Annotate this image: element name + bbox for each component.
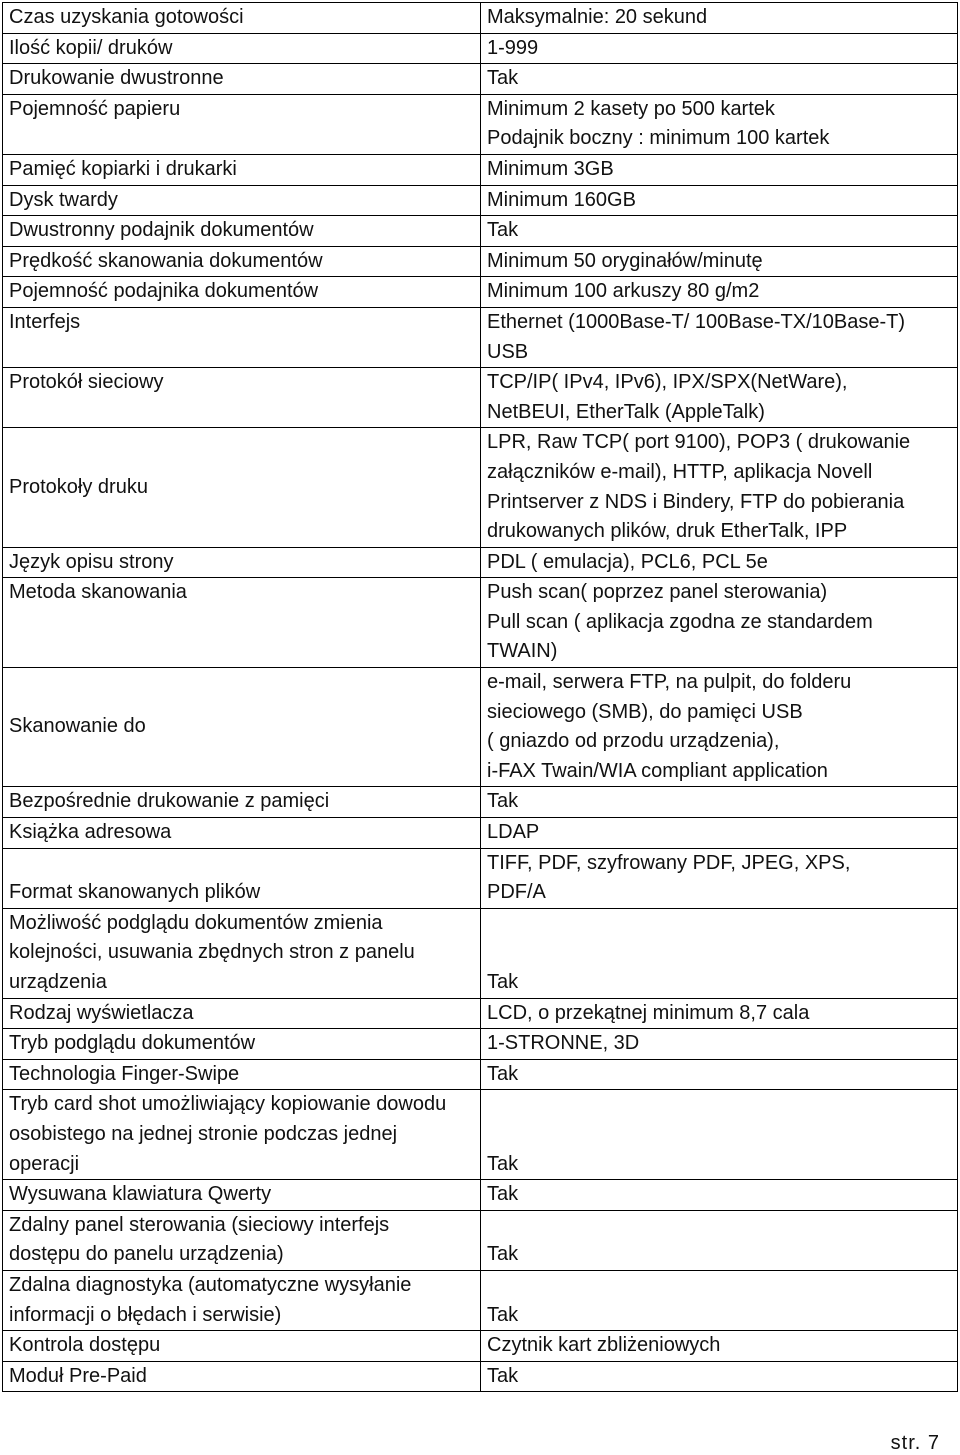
spec-row bbox=[3, 908, 958, 998]
spec-row bbox=[3, 94, 958, 154]
specification-table-body bbox=[3, 3, 958, 1392]
spec-row bbox=[3, 668, 958, 787]
spec-label-cell bbox=[3, 547, 481, 578]
spec-label-cell bbox=[3, 3, 481, 34]
spec-row bbox=[3, 277, 958, 308]
spec-value-cell bbox=[481, 1210, 958, 1270]
spec-value: Tak bbox=[487, 67, 519, 90]
spec-value: PDL ( emulacja), PCL6, PCL 5e bbox=[487, 550, 768, 573]
spec-value: Tak bbox=[487, 971, 519, 993]
spec-value-cell bbox=[481, 185, 958, 216]
spec-value: Tak bbox=[487, 1303, 519, 1326]
spec-label-cell bbox=[3, 818, 481, 849]
spec-row bbox=[3, 1090, 958, 1180]
spec-label: Czas uzyskania gotowości bbox=[9, 6, 244, 28]
spec-label-cell bbox=[3, 1180, 481, 1211]
spec-value: TCP/IP( IPv4, IPv6), IPX/SPX(NetWare), bbox=[487, 371, 848, 394]
spec-row bbox=[3, 216, 958, 247]
spec-label: Technologia Finger-Swipe bbox=[9, 1062, 240, 1085]
spec-value: Maksymalnie: 20 sekund bbox=[487, 6, 708, 28]
spec-row bbox=[3, 1331, 958, 1362]
spec-value: LDAP bbox=[487, 821, 540, 844]
spec-value: TIFF, PDF, szyfrowany PDF, JPEG, XPS, bbox=[487, 851, 851, 874]
spec-label: Książka adresowa bbox=[9, 821, 172, 844]
spec-label: Rodzaj wyświetlacza bbox=[9, 1001, 194, 1024]
spec-value: Tak bbox=[487, 790, 519, 813]
spec-label-cell bbox=[3, 33, 481, 64]
spec-label-cell bbox=[3, 216, 481, 247]
spec-value-cell bbox=[481, 94, 958, 154]
spec-label: Dysk twardy bbox=[9, 188, 118, 211]
spec-value: PDF/A bbox=[487, 881, 546, 904]
spec-value-cell bbox=[481, 1270, 958, 1330]
spec-label: Protokół sieciowy bbox=[9, 371, 164, 394]
spec-label-cell bbox=[3, 848, 481, 908]
spec-row bbox=[3, 1059, 958, 1090]
spec-label: Metoda skanowania bbox=[9, 581, 187, 604]
spec-label: Pojemność papieru bbox=[9, 97, 181, 120]
spec-value: Tak bbox=[487, 1243, 519, 1266]
spec-value: ( gniazdo od przodu urządzenia), bbox=[487, 730, 780, 753]
spec-label: Pojemność podajnika dokumentów bbox=[9, 280, 319, 303]
spec-label: Zdalny panel sterowania (sieciowy interfejs bbox=[9, 1213, 390, 1236]
spec-value: Minimum 100 arkuszy 80 g/m2 bbox=[487, 280, 760, 303]
spec-label-cell bbox=[3, 1090, 481, 1180]
spec-row bbox=[3, 998, 958, 1029]
spec-value: USB bbox=[487, 340, 529, 363]
spec-value-cell bbox=[481, 428, 958, 547]
spec-value-cell bbox=[481, 368, 958, 428]
spec-value: sieciowego (SMB), do pamięci USB bbox=[487, 700, 803, 723]
spec-label-cell bbox=[3, 428, 481, 547]
spec-value-cell bbox=[481, 1029, 958, 1060]
spec-row bbox=[3, 547, 958, 578]
spec-value-cell bbox=[481, 998, 958, 1029]
spec-row bbox=[3, 64, 958, 95]
spec-label-cell bbox=[3, 185, 481, 216]
spec-label-cell bbox=[3, 307, 481, 367]
spec-value: drukowanych plików, druk EtherTalk, IPP bbox=[487, 520, 848, 543]
spec-value-cell bbox=[481, 818, 958, 849]
spec-value-cell bbox=[481, 668, 958, 787]
spec-label-cell bbox=[3, 64, 481, 95]
spec-label-cell bbox=[3, 154, 481, 185]
spec-label: Bezpośrednie drukowanie z pamięci bbox=[9, 790, 330, 813]
spec-value: Minimum 2 kasety po 500 kartek bbox=[487, 97, 775, 120]
spec-row bbox=[3, 307, 958, 367]
spec-row bbox=[3, 787, 958, 818]
spec-label: Moduł Pre-Paid bbox=[9, 1364, 147, 1387]
spec-value: załączników e-mail), HTTP, aplikacja Novell bbox=[487, 460, 873, 483]
spec-value-cell bbox=[481, 33, 958, 64]
spec-value-cell bbox=[481, 1361, 958, 1392]
spec-value: LCD, o przekątnej minimum 8,7 cala bbox=[487, 1001, 810, 1024]
spec-value: e-mail, serwera FTP, na pulpit, do folderu bbox=[487, 671, 852, 694]
spec-value: Minimum 50 oryginałów/minutę bbox=[487, 249, 763, 272]
specification-table bbox=[2, 2, 958, 1392]
spec-value-cell bbox=[481, 578, 958, 668]
spec-row bbox=[3, 1210, 958, 1270]
spec-row bbox=[3, 246, 958, 277]
spec-label: operacji bbox=[9, 1152, 80, 1175]
spec-row bbox=[3, 1270, 958, 1330]
spec-label: urządzenia bbox=[9, 971, 107, 993]
spec-row bbox=[3, 578, 958, 668]
spec-label: Tryb card shot umożliwiający kopiowanie dowodu bbox=[9, 1093, 447, 1116]
spec-value: Minimum 3GB bbox=[487, 157, 614, 180]
spec-label-cell bbox=[3, 368, 481, 428]
spec-value: Ethernet (1000Base-T/ 100Base-TX/10Base-T) bbox=[487, 310, 905, 333]
spec-value: Tak bbox=[487, 1152, 519, 1175]
spec-value: Tak bbox=[487, 1183, 519, 1206]
spec-value-cell bbox=[481, 1180, 958, 1211]
spec-label: Zdalna diagnostyka (automatyczne wysyłanie bbox=[9, 1273, 412, 1296]
spec-value-cell bbox=[481, 1331, 958, 1362]
spec-label-cell bbox=[3, 246, 481, 277]
spec-row bbox=[3, 1029, 958, 1060]
spec-value: Czytnik kart zbliżeniowych bbox=[487, 1334, 721, 1357]
spec-value-cell bbox=[481, 787, 958, 818]
spec-value-cell bbox=[481, 1090, 958, 1180]
spec-value: Tak bbox=[487, 1364, 519, 1387]
spec-label: Kontrola dostępu bbox=[9, 1334, 161, 1357]
spec-value: Tak bbox=[487, 219, 519, 242]
spec-row bbox=[3, 185, 958, 216]
spec-label: Dwustronny podajnik dokumentów bbox=[9, 219, 314, 242]
spec-label: Język opisu strony bbox=[9, 550, 174, 573]
spec-label-cell bbox=[3, 1270, 481, 1330]
spec-label: Interfejs bbox=[9, 310, 81, 333]
spec-label: dostępu do panelu urządzenia) bbox=[9, 1243, 284, 1266]
spec-label: Pamięć kopiarki i drukarki bbox=[9, 157, 237, 180]
spec-row bbox=[3, 368, 958, 428]
spec-value-cell bbox=[481, 64, 958, 95]
spec-label-cell bbox=[3, 787, 481, 818]
spec-label: Możliwość podglądu dokumentów zmienia bbox=[9, 911, 383, 934]
spec-row bbox=[3, 154, 958, 185]
spec-label: Format skanowanych plików bbox=[9, 881, 261, 904]
spec-value: i-FAX Twain/WIA compliant application bbox=[487, 759, 828, 782]
spec-value: Pull scan ( aplikacja zgodna ze standardem bbox=[487, 610, 873, 633]
spec-value: Podajnik boczny : minimum 100 kartek bbox=[487, 127, 830, 150]
spec-label-cell bbox=[3, 998, 481, 1029]
spec-label-cell bbox=[3, 668, 481, 787]
spec-value: NetBEUI, EtherTalk (AppleTalk) bbox=[487, 400, 765, 423]
spec-row bbox=[3, 33, 958, 64]
spec-value-cell bbox=[481, 908, 958, 998]
spec-value: 1-STRONNE, 3D bbox=[487, 1032, 640, 1055]
spec-label: Drukowanie dwustronne bbox=[9, 67, 224, 90]
spec-value: Minimum 160GB bbox=[487, 188, 636, 211]
spec-row bbox=[3, 1361, 958, 1392]
spec-value-cell bbox=[481, 216, 958, 247]
spec-value-cell bbox=[481, 277, 958, 308]
spec-label: Protokoły druku bbox=[9, 475, 148, 498]
spec-row bbox=[3, 818, 958, 849]
spec-label-cell bbox=[3, 277, 481, 308]
page-number: str. 7 bbox=[890, 1432, 940, 1454]
spec-label: Prędkość skanowania dokumentów bbox=[9, 249, 323, 272]
spec-row bbox=[3, 1180, 958, 1211]
spec-label: Ilość kopii/ druków bbox=[9, 36, 173, 59]
spec-value-cell bbox=[481, 848, 958, 908]
spec-value-cell bbox=[481, 3, 958, 34]
spec-label: Wysuwana klawiatura Qwerty bbox=[9, 1183, 272, 1206]
spec-value: TWAIN) bbox=[487, 640, 558, 663]
spec-value-cell bbox=[481, 547, 958, 578]
spec-row bbox=[3, 428, 958, 547]
spec-value: Tak bbox=[487, 1062, 519, 1085]
spec-value: Printserver z NDS i Bindery, FTP do pobierania bbox=[487, 490, 905, 513]
spec-label-cell bbox=[3, 578, 481, 668]
spec-label: kolejności, usuwania zbędnych stron z panelu bbox=[9, 941, 415, 964]
spec-label-cell bbox=[3, 1210, 481, 1270]
spec-value-cell bbox=[481, 1059, 958, 1090]
spec-label-cell bbox=[3, 94, 481, 154]
spec-value-cell bbox=[481, 154, 958, 185]
spec-label-cell bbox=[3, 908, 481, 998]
spec-label: osobistego na jednej stronie podczas jednej bbox=[9, 1122, 398, 1145]
spec-label: Tryb podglądu dokumentów bbox=[9, 1032, 256, 1055]
spec-value-cell bbox=[481, 307, 958, 367]
spec-row bbox=[3, 848, 958, 908]
spec-value: Push scan( poprzez panel sterowania) bbox=[487, 581, 828, 604]
spec-label: Skanowanie do bbox=[9, 715, 146, 738]
spec-label-cell bbox=[3, 1059, 481, 1090]
spec-label-cell bbox=[3, 1331, 481, 1362]
spec-label-cell bbox=[3, 1361, 481, 1392]
spec-label: informacji o błędach i serwisie) bbox=[9, 1303, 282, 1326]
spec-value: 1-999 bbox=[487, 36, 539, 59]
spec-label-cell bbox=[3, 1029, 481, 1060]
spec-value-cell bbox=[481, 246, 958, 277]
spec-row bbox=[3, 3, 958, 34]
spec-value: LPR, Raw TCP( port 9100), POP3 ( drukowanie bbox=[487, 431, 911, 454]
